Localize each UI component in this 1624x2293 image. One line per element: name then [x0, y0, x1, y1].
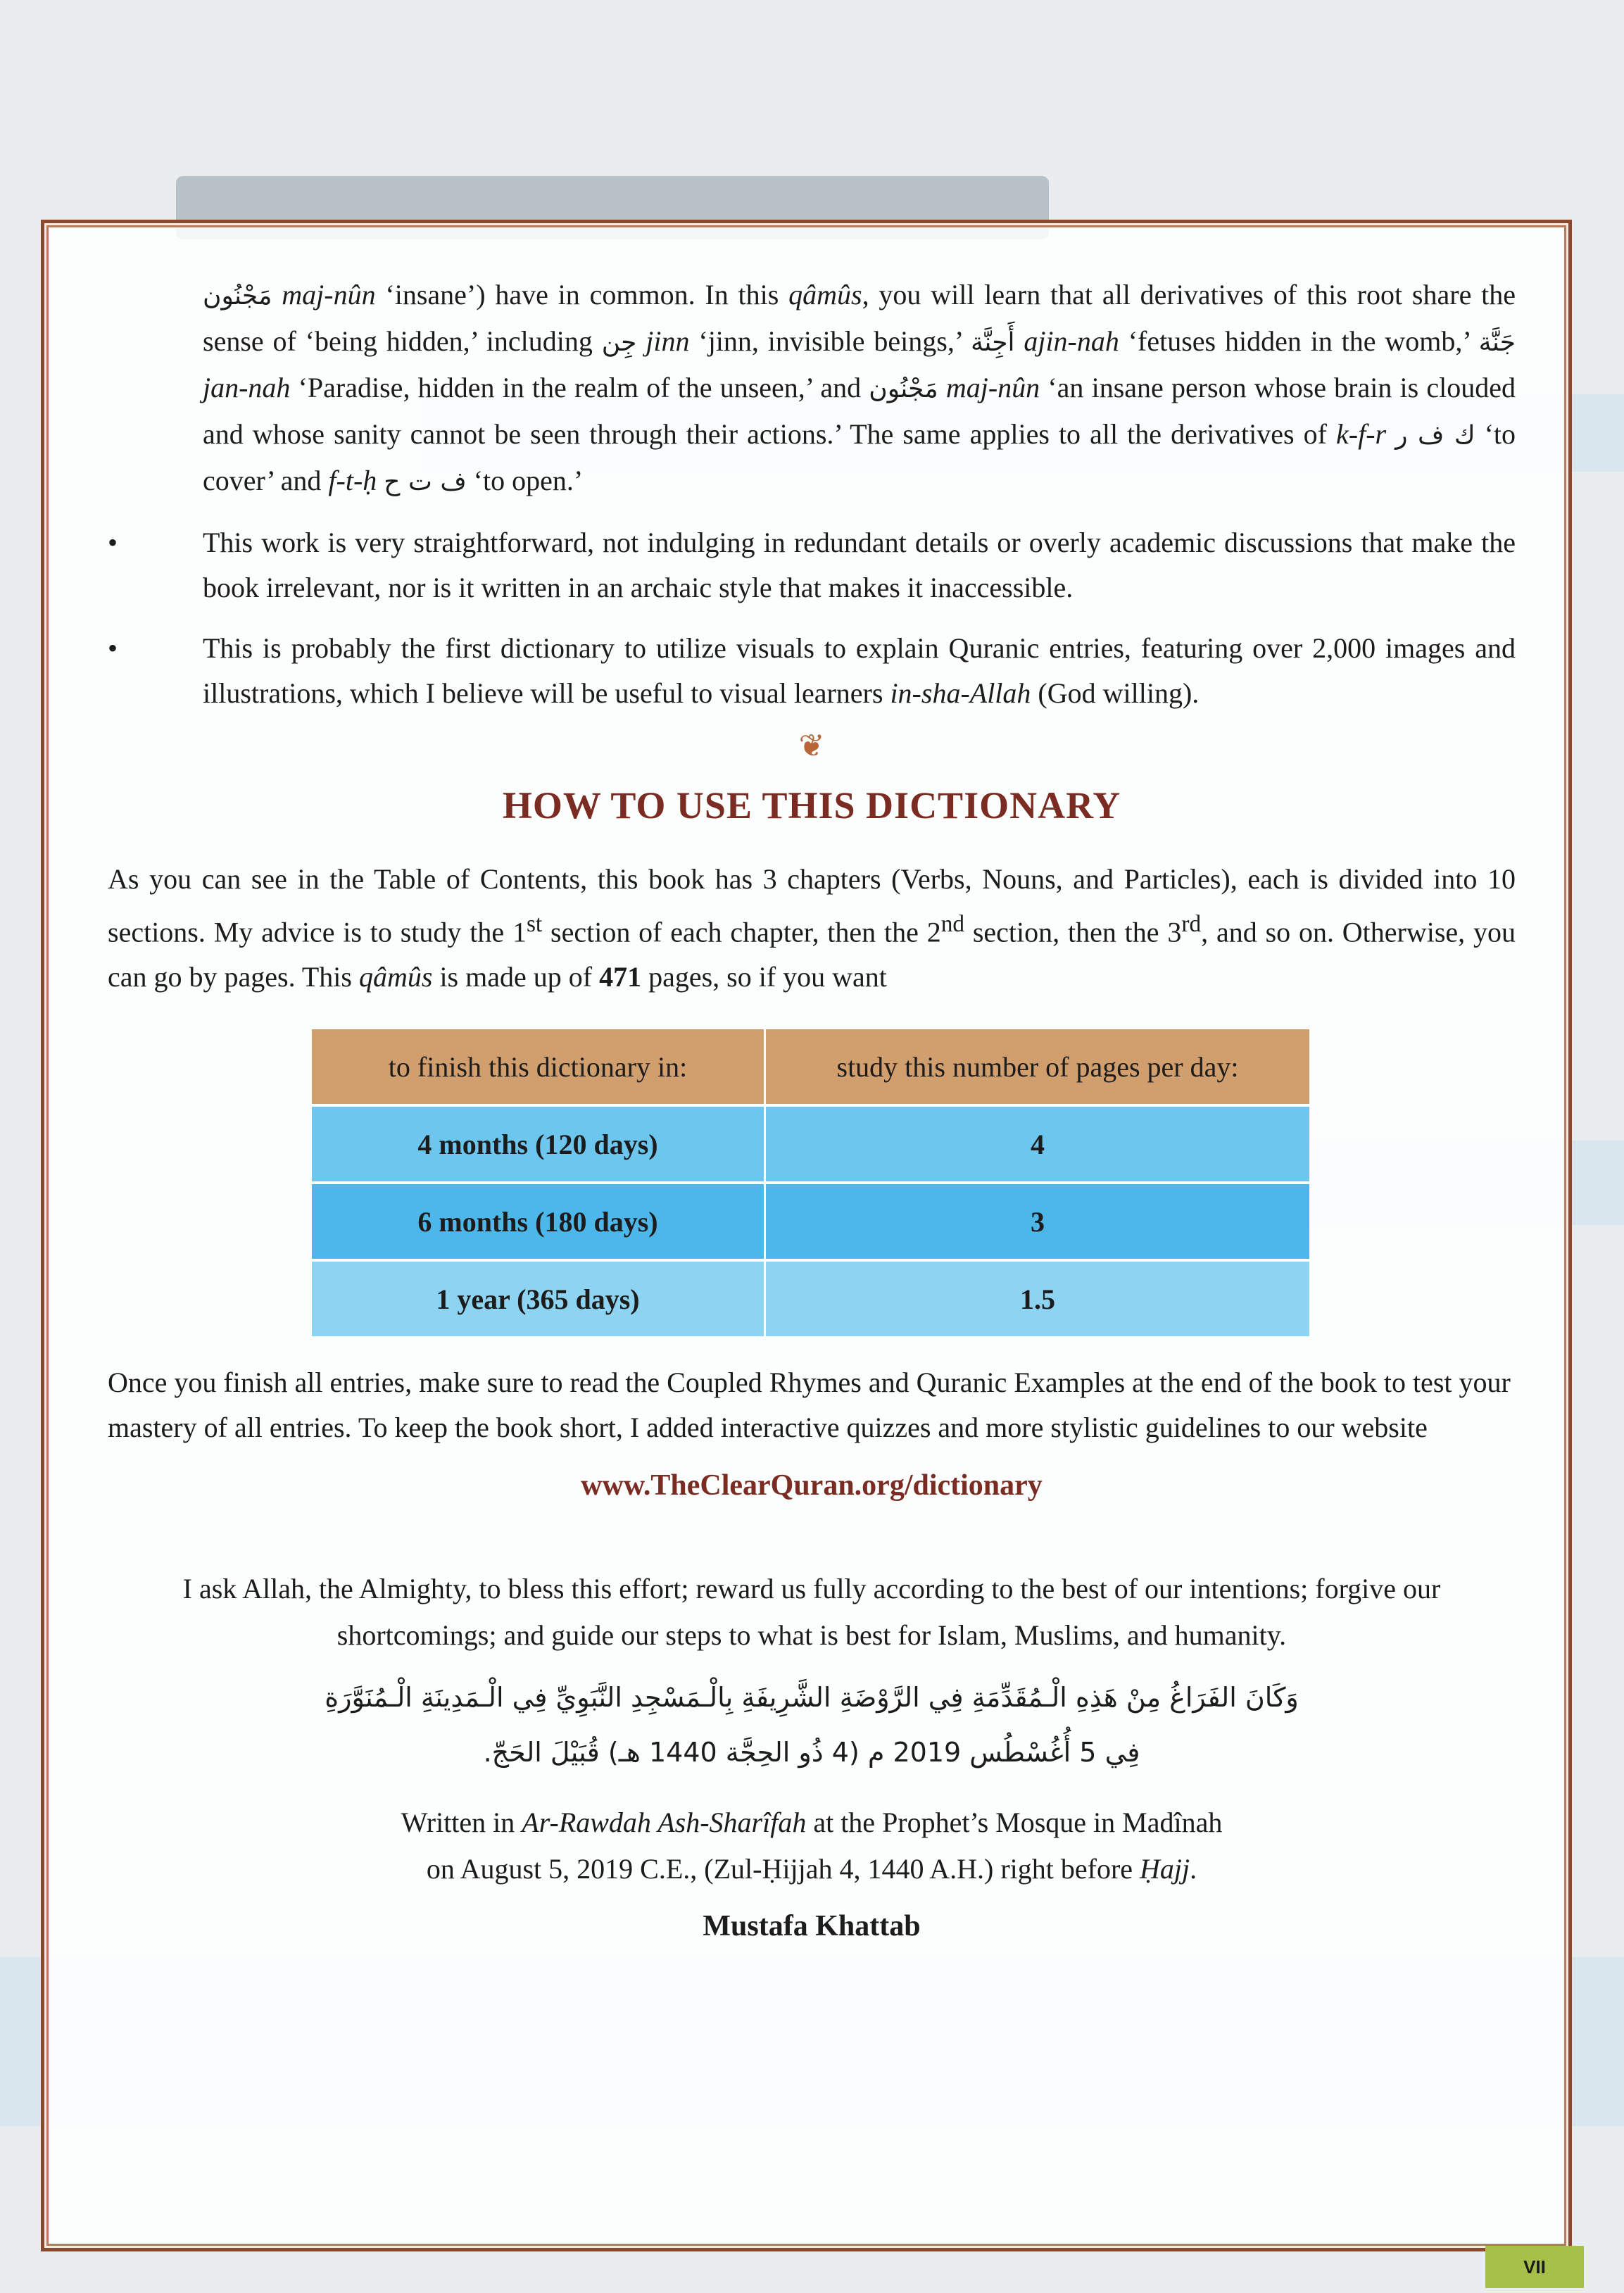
text-run: ‘to open.’ — [466, 465, 584, 496]
table-cell-period: 6 months (180 days) — [312, 1183, 765, 1260]
arabic-term: مَجْنُون — [203, 282, 272, 310]
study-plan-table — [312, 1029, 1311, 1336]
paragraph-root-derivatives — [108, 272, 1516, 505]
content-frame — [41, 220, 1572, 2251]
paragraph-how-to-use — [108, 857, 1516, 1000]
text-run: , you will learn that all derivatives of this root share the sense of ‘being hidden,’ including — [203, 279, 1516, 357]
arabic-term: أَجِنَّة — [971, 328, 1015, 357]
bullet-text: (God willing). — [1031, 677, 1200, 709]
text-run: section of each chapter, then the 2 — [542, 916, 941, 948]
text-run: As you can see in the Table of Contents, this book has 3 chapters (Verbs, Nouns, and Particles), each is divided into 10 sections. My advice is to study the 1 — [108, 863, 1516, 948]
arabic-term: ف ت ح — [384, 467, 467, 496]
text-run: Written in — [401, 1807, 522, 1839]
closing-prayer: I ask Allah, the Almighty, to bless this effort; reward us fully according to the best of our intentions; forgive our shortcomings; and guide our steps to what is best for Islam, Muslims, and humanity. — [182, 1573, 1441, 1652]
table-header-row — [312, 1029, 1311, 1105]
arabic-term: جِن — [601, 328, 637, 357]
transliteration: f-t-ḥ — [328, 465, 377, 496]
bullet-marker: • — [108, 527, 118, 558]
table-cell-period: 1 year (365 days) — [312, 1260, 765, 1336]
table-cell-period: 4 months (120 days) — [312, 1105, 765, 1183]
table-header: study this number of pages per day: — [765, 1029, 1311, 1105]
text-run: at the Prophet’s Mosque in Madînah — [806, 1807, 1223, 1839]
place-name: Ar-Rawdah Ash-Sharîfah — [522, 1807, 807, 1839]
page-number: VII — [1485, 2246, 1584, 2288]
text-run: ‘Paradise, hidden in the realm of the unseen,’ and — [290, 372, 869, 403]
transliteration: ajin-nah — [1024, 325, 1119, 357]
arabic-colophon-line-1: وَكَانَ الفَرَاغُ مِنْ هَذِهِ الْـمُقَدِّمَةِ فِي الرَّوْضَةِ الشَّرِيفَةِ بِالْـمَسْجِدِ النَّبَوِيِّ فِي الْـمَدِينَةِ الْـمُنَوَّرَةِ — [325, 1682, 1299, 1714]
transliteration: maj-nûn — [945, 372, 1040, 403]
table-cell-pages: 4 — [765, 1105, 1311, 1183]
arabic-colophon-line-2: فِي 5 أُغُسْطُس 2019 م (4 ذُو الحِجَّة 1440 هـ) قُبَيْلَ الحَجّ. — [483, 1737, 1140, 1769]
table-row — [312, 1105, 1311, 1183]
text-run: is made up of — [432, 961, 600, 993]
text-run: ‘insane’) have in common. In this — [375, 279, 789, 310]
bullet-visuals — [108, 626, 1516, 716]
bullet-straightforward — [108, 520, 1516, 610]
transliteration: k-f-r — [1336, 418, 1387, 450]
transliteration: qâmûs — [358, 961, 433, 993]
written-location — [108, 1799, 1516, 1892]
text-run: ‘jinn, invisible beings,’ — [689, 325, 971, 357]
ordinal-suffix: st — [526, 911, 543, 937]
text-run: . — [1190, 1853, 1197, 1885]
text-run: on August 5, 2019 C.E., (Zul-Ḥijjah 4, 1440 A.H.) right before — [426, 1853, 1140, 1885]
arabic-term: ك ف ر — [1395, 421, 1475, 450]
bullet-marker: • — [108, 632, 118, 664]
table-row — [312, 1183, 1311, 1260]
arabic-term: جَنَّة — [1478, 328, 1516, 357]
table-header: to finish this dictionary in: — [312, 1029, 765, 1105]
text-run: ‘an insane person whose brain is clouded and whose sanity cannot be seen through their actions.’ The same applies to all the derivatives of — [203, 372, 1516, 450]
transliteration: Ḥajj — [1140, 1853, 1190, 1885]
website-link[interactable]: www.TheClearQuran.org/dictionary — [581, 1469, 1043, 1502]
page-content — [108, 272, 1516, 1943]
text-run: pages, so if you want — [641, 961, 887, 993]
ornament-divider-icon: ❦ — [798, 729, 825, 763]
table-row — [312, 1260, 1311, 1336]
transliteration: in-sha-Allah — [890, 677, 1031, 709]
transliteration: jan-nah — [203, 372, 291, 403]
arabic-term: مَجْنُون — [869, 375, 938, 403]
text-run: ‘fetuses hidden in the womb,’ — [1119, 325, 1479, 357]
section-heading: HOW TO USE THIS DICTIONARY — [502, 784, 1121, 827]
bullet-text: This is probably the first dictionary to utilize visuals to explain Quranic entries, featuring over 2,000 images and illustrations, which I believe will be useful to visual learners — [203, 632, 1516, 709]
transliteration: jinn — [646, 325, 690, 357]
table-cell-pages: 3 — [765, 1183, 1311, 1260]
text-run: ‘to cover’ and — [203, 418, 1516, 496]
ordinal-suffix: rd — [1181, 911, 1202, 937]
bullet-text: This work is very straightforward, not indulging in redundant details or overly academic discussions that make the book irrelevant, nor is it written in an archaic style that makes it inaccessible. — [203, 527, 1516, 603]
table-cell-pages: 1.5 — [765, 1260, 1311, 1336]
text-run: section, then the 3 — [964, 916, 1182, 948]
author-name: Mustafa Khattab — [703, 1910, 921, 1943]
transliteration: qâmûs — [788, 279, 862, 310]
transliteration: maj-nûn — [282, 279, 376, 310]
text-run: , and so on. Otherwise, you can go by pages. This — [108, 916, 1516, 993]
page-count: 471 — [599, 961, 642, 993]
paragraph-after-table: Once you finish all entries, make sure to read the Coupled Rhymes and Quranic Examples at the end of the book to test your mastery of all entries. To keep the book short, I added interactive quizzes and more stylistic guidelines to our website — [108, 1367, 1511, 1444]
ordinal-suffix: nd — [940, 911, 965, 937]
